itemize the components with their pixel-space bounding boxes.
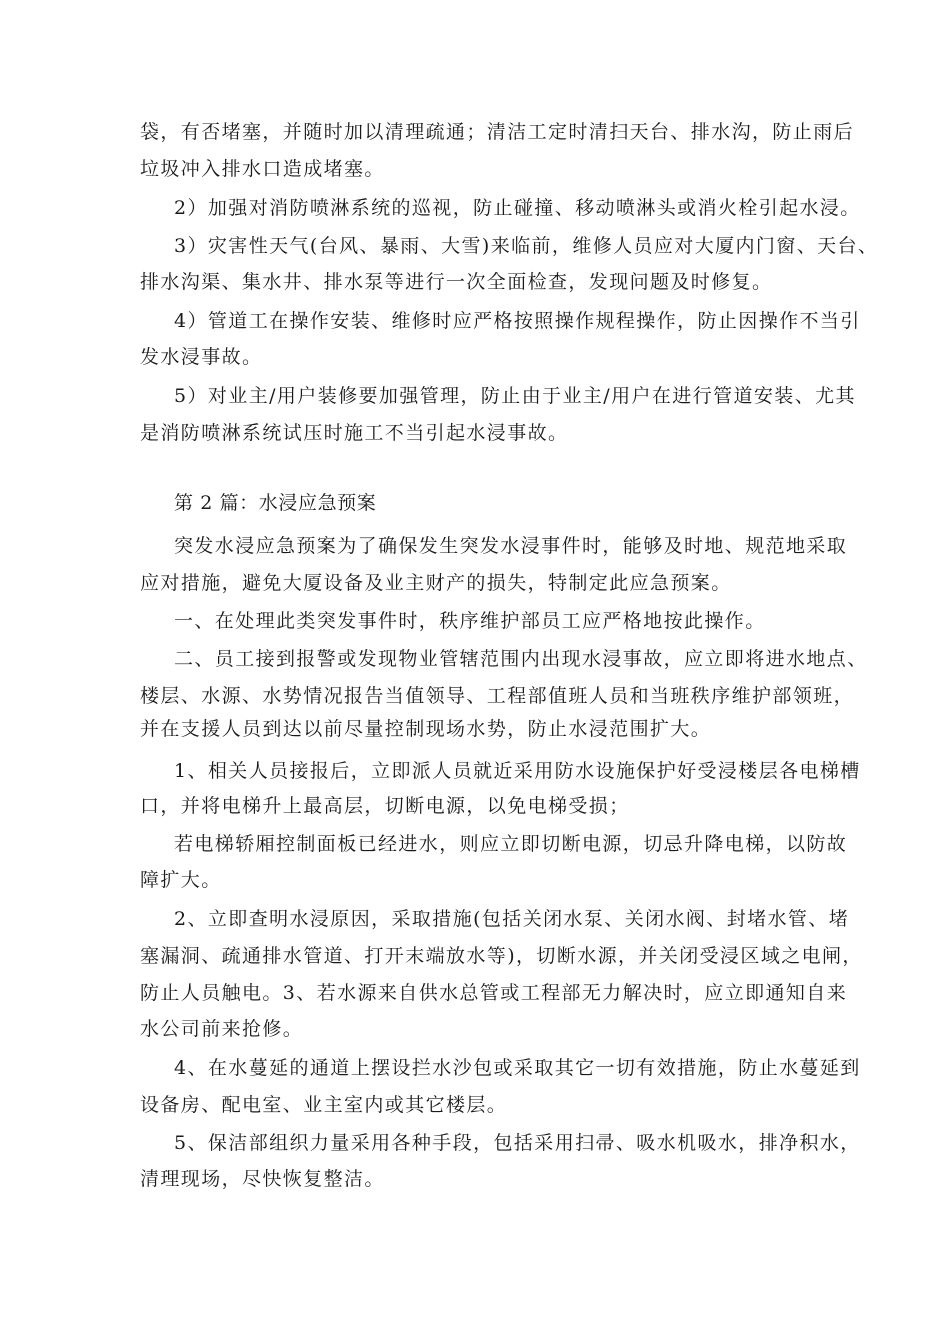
text-line: 1、相关人员接报后，立即派人员就近采用防水设施保护好受浸楼层各电梯槽 (174, 760, 861, 782)
text-line: 4）管道工在操作安装、维修时应严格按照操作规程操作，防止因操作不当引 (174, 310, 861, 332)
text-line: 二、员工接到报警或发现物业管辖范围内出现水浸事故，应立即将进水地点、 (174, 648, 868, 670)
text-line: 4、在水蔓延的通道上摆设拦水沙包或采取其它一切有效措施，防止水蔓延到 (174, 1057, 861, 1079)
text-line: 清理现场，尽快恢复整洁。 (140, 1168, 385, 1190)
text-line: 发水浸事故。 (140, 346, 263, 368)
text-line: 防止人员触电。3、若水源来自供水总管或工程部无力解决时，应立即通知自来 (140, 982, 848, 1004)
text-line: 3）灾害性天气(台风、暴雨、大雪)来临前，维修人员应对大厦内门窗、天台、 (174, 235, 879, 257)
text-line: 垃圾冲入排水口造成堵塞。 (140, 158, 385, 180)
text-line: 袋，有否堵塞，并随时加以清理疏通；清洁工定时清扫天台、排水沟，防止雨后 (140, 121, 855, 143)
text-line: 5、保洁部组织力量采用各种手段，包括采用扫帚、吸水机吸水，排净积水， (174, 1132, 861, 1154)
text-line: 塞漏洞、疏通排水管道、打开末端放水等)，切断水源，并关闭受浸区域之电闸， (140, 945, 863, 967)
text-line: 5）对业主/用户装修要加强管理，防止由于业主/用户在进行管道安装、尤其 (174, 385, 856, 407)
text-line: 2、立即查明水浸原因，采取措施(包括关闭水泵、关闭水阀、封堵水管、堵 (174, 908, 850, 930)
text-line: 排水沟渠、集水井、排水泵等进行一次全面检查，发现问题及时修复。 (140, 271, 773, 293)
text-line: 口，并将电梯升上最高层，切断电源，以免电梯受损； (140, 795, 630, 817)
text-line: 楼层、水源、水势情况报告当值领导、工程部值班人员和当班秩序维护部领班， (140, 685, 855, 707)
text-line: 水公司前来抢修。 (140, 1018, 304, 1040)
text-line: 应对措施，避免大厦设备及业主财产的损失，特制定此应急预案。 (140, 572, 732, 594)
text-line: 突发水浸应急预案为了确保发生突发水浸事件时，能够及时地、规范地采取 (174, 535, 848, 557)
text-line: 并在支援人员到达以前尽量控制现场水势，防止水浸范围扩大。 (140, 718, 712, 740)
text-line: 障扩大。 (140, 869, 222, 891)
text-line: 是消防喷淋系统试压时施工不当引起水浸事故。 (140, 422, 569, 444)
text-line: 2）加强对消防喷淋系统的巡视，防止碰撞、移动喷淋头或消火栓引起水浸。 (174, 197, 861, 219)
section-heading: 第 2 篇：水浸应急预案 (174, 492, 377, 514)
text-line: 设备房、配电室、业主室内或其它楼层。 (140, 1094, 508, 1116)
text-line: 一、在处理此类突发事件时，秩序维护部员工应严格地按此操作。 (174, 610, 766, 632)
text-line: 若电梯轿厢控制面板已经进水，则应立即切断电源，切忌升降电梯，以防故 (174, 833, 848, 855)
